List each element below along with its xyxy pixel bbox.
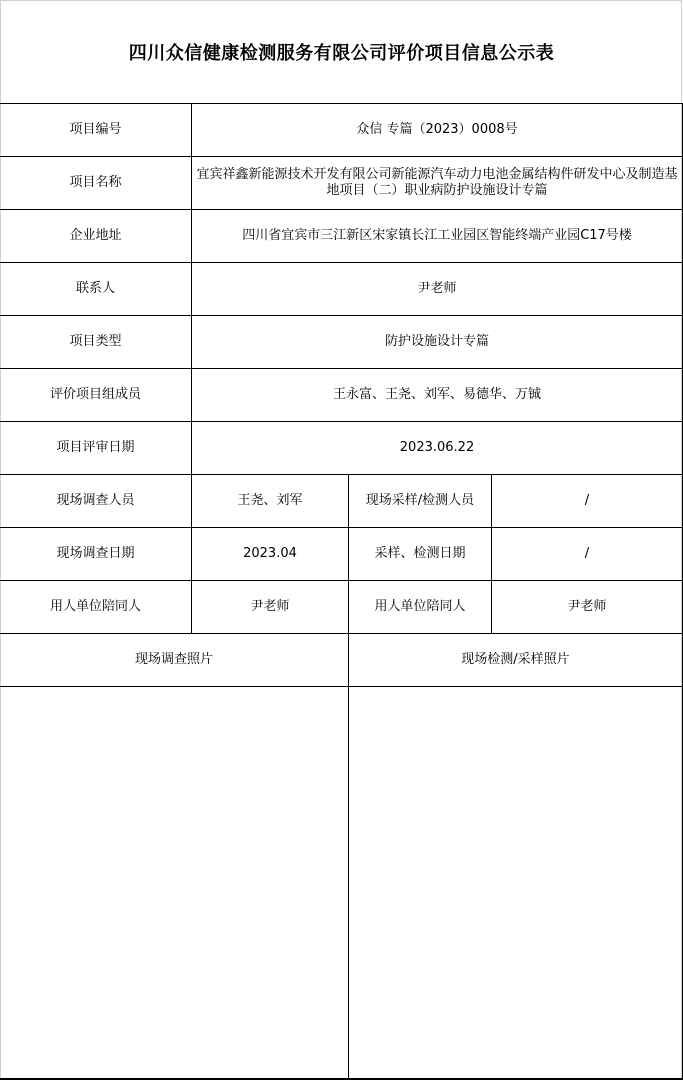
label-project-type: 项目类型 xyxy=(69,334,122,349)
label-team-members: 评价项目组成员 xyxy=(49,387,141,402)
value-project-number: 众信 专篇（2023）0008号 xyxy=(356,122,518,137)
survey-photos-header: 现场调查照片 xyxy=(134,652,213,667)
value-contact: 尹老师 xyxy=(417,281,457,296)
page-title: 四川众信健康检测服务有限公司评价项目信息公示表 xyxy=(128,42,555,64)
value-company-address: 四川省宜宾市三江新区宋家镇长江工业园区智能终端产业园C17号楼 xyxy=(242,228,632,243)
label-escort-1: 用人单位陪同人 xyxy=(49,599,141,614)
label-survey-staff: 现场调查人员 xyxy=(56,493,135,508)
value-survey-staff: 王尧、刘军 xyxy=(237,493,303,508)
label-sampling-date: 采样、检测日期 xyxy=(374,546,466,561)
value-escort-2: 尹老师 xyxy=(567,599,607,614)
value-sampling-date: / xyxy=(584,546,590,561)
label-contact: 联系人 xyxy=(75,281,115,296)
value-project-type: 防护设施设计专篇 xyxy=(384,334,489,349)
value-team-members: 王永富、王尧、刘军、易德华、万铖 xyxy=(332,387,541,402)
sampling-photos-area xyxy=(349,687,682,1078)
value-review-date: 2023.06.22 xyxy=(399,440,475,455)
label-survey-date: 现场调查日期 xyxy=(56,546,135,561)
label-company-address: 企业地址 xyxy=(69,228,122,243)
value-project-name: 宜宾祥鑫新能源技术开发有限公司新能源汽车动力电池金属结构件研发中心及制造基地项目（二）职业病防护设施设计专篇 xyxy=(196,167,678,198)
label-sampling-staff: 现场采样/检测人员 xyxy=(365,493,475,508)
label-project-name: 项目名称 xyxy=(69,175,122,190)
label-review-date: 项目评审日期 xyxy=(56,440,135,455)
value-sampling-staff: / xyxy=(584,493,590,508)
value-survey-date: 2023.04 xyxy=(243,546,297,561)
label-escort-2: 用人单位陪同人 xyxy=(374,599,466,614)
value-escort-1: 尹老师 xyxy=(250,599,290,614)
sampling-photos-header: 现场检测/采样照片 xyxy=(461,652,570,667)
label-project-number: 项目编号 xyxy=(69,122,122,137)
survey-photos-area xyxy=(0,687,348,1078)
